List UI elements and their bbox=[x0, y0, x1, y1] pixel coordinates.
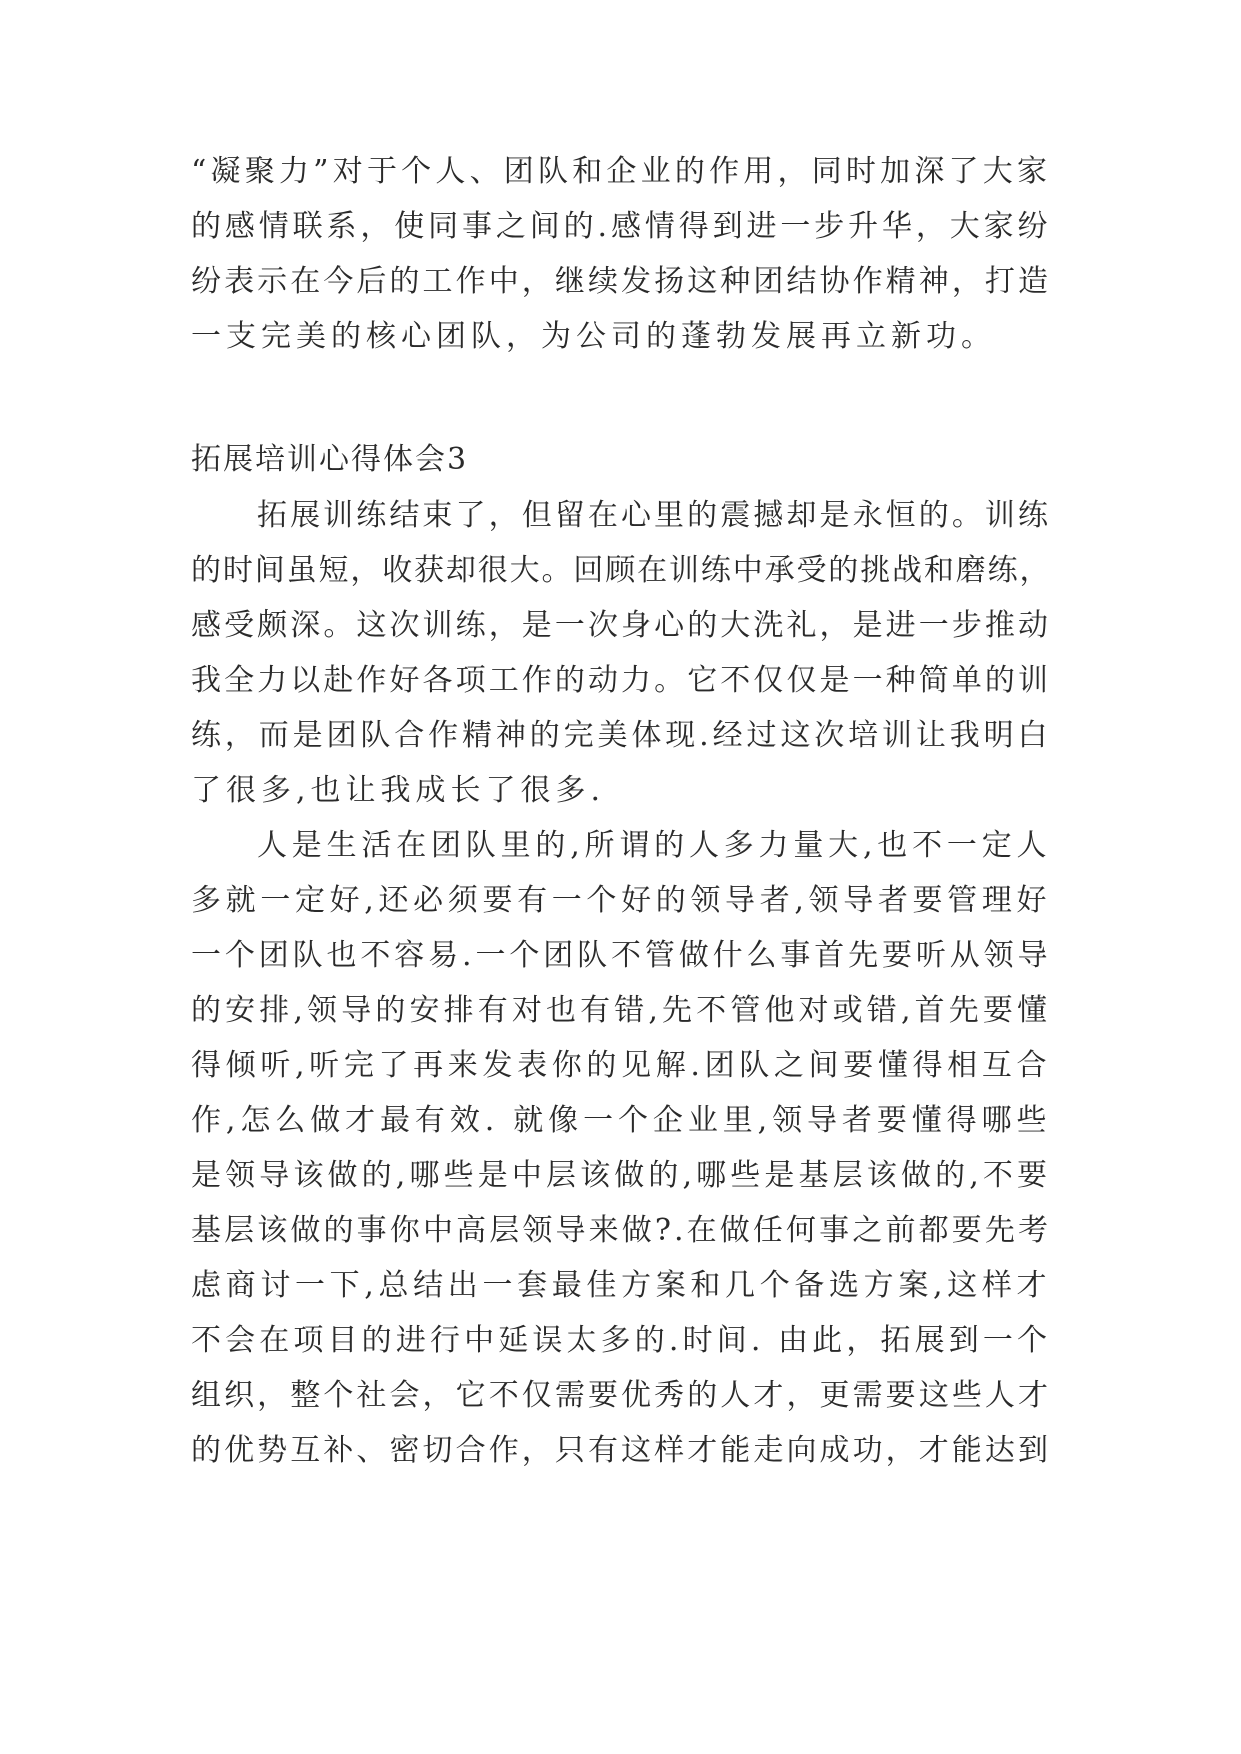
intro-line-3: 纷表示在今后的工作中，继续发扬这种团结协作精神，打造 bbox=[191, 264, 1051, 299]
paragraph-1-line-3: 感受颇深。这次训练，是一次身心的大洗礼，是进一步推动 bbox=[191, 608, 1051, 643]
intro-line-1: “凝聚力”对于个人、团队和企业的作用，同时加深了大家 bbox=[191, 154, 1051, 189]
intro-line-2: 的感情联系，使同事之间的.感情得到进一步升华，大家纷 bbox=[191, 209, 1051, 244]
paragraph-2-line-1: 人是生活在团队里的,所谓的人多力量大,也不一定人 bbox=[257, 828, 1051, 863]
intro-line-4: 一支完美的核心团队，为公司的蓬勃发展再立新功。 bbox=[191, 319, 996, 354]
paragraph-2-line-8: 基层该做的事你中高层领导来做?.在做任何事之前都要先考 bbox=[191, 1213, 1051, 1248]
paragraph-1-line-5: 练，而是团队合作精神的完美体现.经过这次培训让我明白 bbox=[191, 718, 1051, 753]
paragraph-2-line-5: 得倾听,听完了再来发表你的见解.团队之间要懂得相互合 bbox=[191, 1048, 1051, 1083]
section-title: 拓展培训心得体会3 bbox=[191, 442, 469, 477]
paragraph-1-line-1: 拓展训练结束了，但留在心里的震撼却是永恒的。训练 bbox=[257, 498, 1051, 533]
paragraph-2-line-4: 的安排,领导的安排有对也有错,先不管他对或错,首先要懂 bbox=[191, 993, 1051, 1028]
paragraph-1-line-4: 我全力以赴作好各项工作的动力。它不仅仅是一种简单的训 bbox=[191, 663, 1051, 698]
paragraph-2-line-7: 是领导该做的,哪些是中层该做的,哪些是基层该做的,不要 bbox=[191, 1158, 1051, 1193]
paragraph-2-line-6: 作,怎么做才最有效. 就像一个企业里,领导者要懂得哪些 bbox=[191, 1103, 1051, 1138]
paragraph-2-line-2: 多就一定好,还必须要有一个好的领导者,领导者要管理好 bbox=[191, 883, 1051, 918]
paragraph-2-line-9: 虑商讨一下,总结出一套最佳方案和几个备选方案,这样才 bbox=[191, 1268, 1051, 1303]
paragraph-1-line-2: 的时间虽短，收获却很大。回顾在训练中承受的挑战和磨练， bbox=[191, 553, 1051, 588]
paragraph-2-line-11: 组织，整个社会，它不仅需要优秀的人才，更需要这些人才 bbox=[191, 1378, 1051, 1413]
paragraph-2-line-10: 不会在项目的进行中延误太多的.时间. 由此，拓展到一个 bbox=[191, 1323, 1051, 1358]
paragraph-2-line-3: 一个团队也不容易.一个团队不管做什么事首先要听从领导 bbox=[191, 938, 1051, 973]
paragraph-1-line-6: 了很多,也让我成长了很多. bbox=[191, 773, 606, 808]
paragraph-2-line-12: 的优势互补、密切合作，只有这样才能走向成功，才能达到 bbox=[191, 1433, 1051, 1468]
